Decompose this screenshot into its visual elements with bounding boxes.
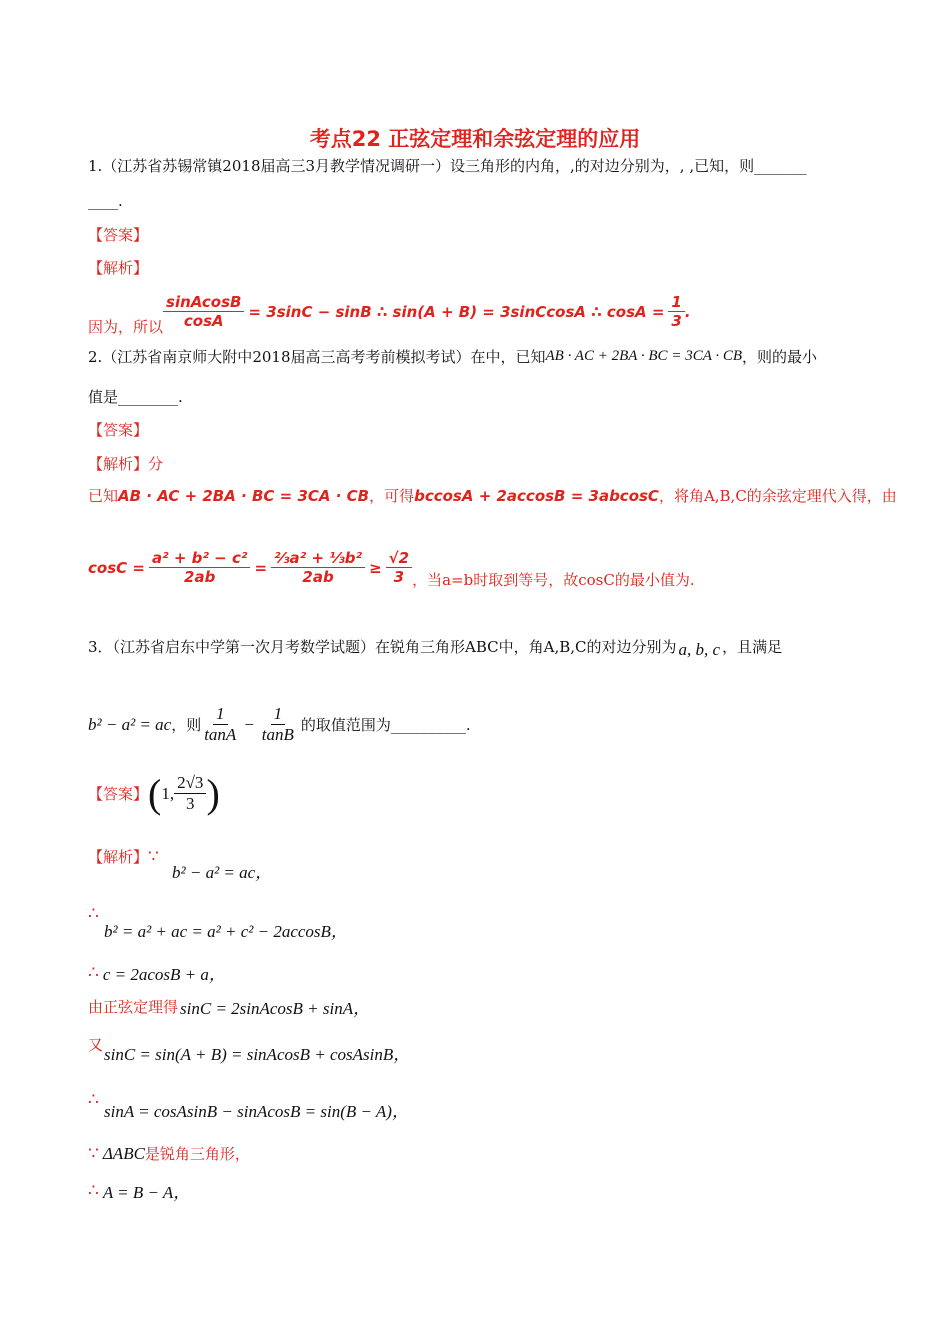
q1-solution (88, 286, 691, 337)
q2-frac3-num: √2 (386, 549, 412, 568)
q3-frac2 (259, 704, 297, 745)
q2-analysis-tag (88, 453, 163, 474)
q3-frac1-num: 1 (213, 704, 228, 725)
q3-text (88, 632, 782, 660)
q2-text (88, 346, 817, 367)
q2-frac3 (386, 549, 412, 586)
q3-because-symbol: ∵ (148, 847, 159, 866)
q3-step7: ΔABC (102, 1143, 145, 1163)
q2-ge: ≥ (369, 558, 382, 577)
q3-frac1-den: tanA (204, 725, 237, 744)
q3-step3: c = 2acosB + a， (102, 965, 226, 984)
q3-therefore-2: ∴ (88, 962, 99, 982)
q1-ans-num: 1 (668, 293, 684, 312)
q3-therefore-3: ∴ (88, 1090, 99, 1109)
q3-analysis-tag: 【解析】 (88, 848, 149, 866)
q3-sides: a, b, c (678, 640, 721, 659)
q2-frac1-num: a² + b² − c² (149, 549, 251, 568)
q2-eq: = (254, 558, 268, 577)
q1-frac-num: sinAcosB (163, 293, 244, 312)
q3-text-b: ，且满足 (722, 637, 783, 656)
q3-analysis-line (88, 846, 159, 867)
q1-sol-rest: = 3sinC − sinB ∴ sin(A + B) = 3sinCcosA ∴ cosA = (248, 302, 665, 321)
q3-step1: b² − a² = ac， (172, 863, 273, 882)
q2-text-a: 2.（江苏省南京师大附中2018届高三高考考前模拟考试）在中，已知 (88, 348, 546, 366)
q3-frac2-den: tanB (261, 725, 294, 744)
q2-sol-tail: ，当a=b时取到等号，故cosC的最小值为. (412, 571, 695, 589)
q2-frac1-den: 2ab (184, 568, 216, 586)
q2-solution-line2 (88, 545, 695, 590)
q3-ans-fraction (174, 773, 206, 814)
q3-step4-label: 由正弦定理得 (88, 998, 179, 1016)
q3-answer-tag: 【答案】 (88, 785, 149, 803)
q2-frac3-den: 3 (393, 568, 405, 586)
q1-text: 1.（江苏省苏锡常镇2018届高三3月教学情况调研一）设三角形的内角，,的对边分别为，, ,已知，则_______ (88, 157, 807, 175)
q2-sol-eq: bccosA + 2accosB = 3abcosC (414, 486, 659, 505)
q2-sol-c: ，将角A,B,C的余弦定理代入得，由 (658, 487, 897, 505)
q3-answer (88, 770, 220, 817)
q3-condition: b² − a² = ac (88, 714, 172, 734)
q1-analysis-tag: 【解析】 (88, 259, 149, 277)
q1-end: . (684, 302, 691, 321)
q3-step7-line (88, 1143, 250, 1164)
q2-vector-eq: AB · AC + 2BA · BC = 3CA · CB (545, 348, 743, 364)
q2-frac1 (149, 549, 251, 586)
q1-fraction (163, 293, 244, 330)
q3-step8: A = B − A， (102, 1183, 191, 1202)
q3-ans-den: 3 (186, 794, 195, 813)
q3-mid: ，则 (171, 716, 202, 734)
q3-step4-line (88, 994, 370, 1019)
q2-solution-line1 (88, 485, 897, 506)
q2-sol-b: ，可得 (369, 487, 415, 505)
q3-tail: 的取值范围为__________. (300, 716, 471, 734)
q2-analysis-label: 【解析】 (88, 455, 149, 473)
q1-answer-fraction (668, 293, 684, 330)
q3-text-a: 3．（江苏省启东中学第一次月考数学试题）在锐角三角形ABC中，角A,B,C的对边分别为 (88, 637, 677, 656)
q1-ans-den: 3 (671, 312, 682, 330)
q3-step8-line (88, 1178, 190, 1203)
q3-step4: sinC = 2sinAcosB + sinA， (180, 999, 371, 1018)
q1-text-cont: ____. (88, 192, 123, 210)
q3-therefore-4: ∴ (88, 1180, 99, 1200)
q2-analysis-suffix: 分 (148, 455, 164, 473)
q3-ans-close: ) (206, 771, 220, 816)
page-title: 考点22 正弦定理和余弦定理的应用 (309, 127, 641, 151)
q3-step5-label: 又 (88, 1036, 104, 1054)
q2-text-cont: 值是________. (88, 388, 183, 406)
q3-ans-num: 2√3 (174, 773, 206, 794)
q1-sol-prefix: 因为，所以 (88, 318, 164, 336)
q3-minus: − (243, 714, 255, 734)
q2-sol-a: 已知 (88, 487, 119, 505)
q3-therefore-1: ∴ (88, 904, 99, 923)
q3-step5: sinC = sin(A + B) = sinAcosB + cosAsinB， (104, 1045, 411, 1064)
q3-frac2-num: 1 (271, 704, 286, 725)
q2-text-b: ，则的最小 (742, 348, 818, 366)
q3-step3-line (88, 960, 226, 985)
q1-answer-tag: 【答案】 (88, 226, 149, 244)
q2-frac2-num: ⅔a² + ⅓b² (271, 549, 365, 568)
q3-step6: sinA = cosAsinB − sinAcosB = sin(B − A)， (104, 1102, 409, 1121)
q3-step2: b² = a² + ac = a² + c² − 2accosB， (104, 922, 348, 941)
q2-sol-vector: AB · AC + 2BA · BC = 3CA · CB (118, 486, 370, 505)
q3-ans-one: 1, (161, 783, 175, 803)
q2-answer-tag: 【答案】 (88, 421, 149, 439)
q3-ans-open: ( (148, 771, 162, 816)
q2-frac2-den: 2ab (302, 568, 334, 586)
q2-frac2 (271, 549, 365, 586)
q1-frac-den: cosA (183, 312, 224, 330)
q3-because-2: ∵ (88, 1143, 99, 1163)
q3-step7-label: 是锐角三角形， (144, 1145, 250, 1163)
q3-frac1 (201, 704, 239, 745)
q2-cosc: cosC = (88, 558, 145, 577)
q3-question (88, 704, 471, 745)
